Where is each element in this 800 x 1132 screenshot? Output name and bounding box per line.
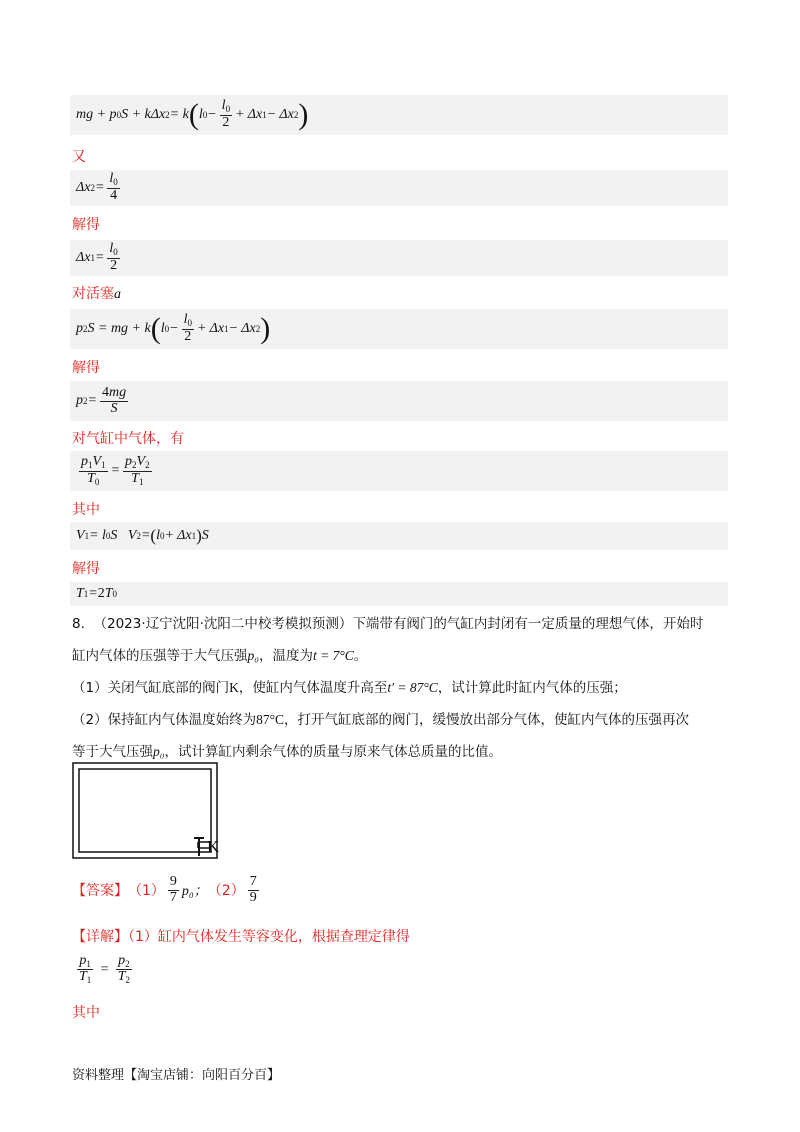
question-8	[72, 610, 732, 766]
answer-fraction-1: $\frac{9}{7}$	[169, 873, 177, 905]
formula-dx2: Δx 2 = $\frac{l_0}{4}$	[70, 170, 728, 206]
part2-c: 等于大气压强	[72, 744, 153, 760]
formula-dx1: Δx 1 = $\frac{l_0}{2}$	[70, 240, 728, 276]
part2-b: ，打开气缸底部的阀门，缓慢放出部分气体，使缸内气体的压强再次	[284, 712, 689, 728]
label-solve-2: 解得	[72, 360, 100, 376]
detail-tag: 【详解】	[72, 929, 128, 945]
part2-temp: 87°C	[256, 712, 284, 727]
valve-icon	[194, 838, 204, 856]
formula-t1: T 1 = 2 T 0	[70, 582, 728, 606]
question-source: （2023·辽宁沈阳·沈阳二中校考模拟预测）	[93, 616, 353, 632]
part1-b: ，使缸内气体温度升高至	[238, 680, 388, 696]
detail-line	[72, 926, 410, 946]
valve-label: K	[207, 837, 220, 856]
formula-gas-law: $\frac{p_1V_1}{T_0}$ = $\frac{p_2V_2}{T_1}$	[70, 451, 728, 491]
answer-fraction-2: $\frac{7}{9}$	[249, 873, 257, 905]
part2-p0: p₀	[153, 744, 165, 759]
label-where-1: 其中	[72, 502, 100, 518]
answer-part-2: （2）	[207, 883, 245, 899]
question-line-2	[72, 642, 732, 670]
answer-tail-1: p₀；	[181, 884, 208, 899]
question-part-1	[72, 674, 732, 702]
formula-piston-balance: p 2 S = mg + k ( l 0 − $\frac{l_0}{2}$ + Δx 1 − Δx 2 )	[70, 309, 728, 349]
label-piston	[72, 283, 121, 303]
part1-temp: t′ = 87°C	[387, 680, 438, 695]
part1-a: （1）关闭气缸底部的阀门	[72, 680, 230, 696]
footer-source: 资料整理【淘宝店铺：向阳百分百】	[72, 1068, 281, 1083]
question-stem-b: 缸内气体的压强等于大气压强	[72, 648, 248, 664]
part2-a: （2）保持缸内气体温度始终为	[72, 712, 257, 728]
formula-p2: p 2 = $\frac{4mg}{S}$	[70, 381, 728, 421]
question-stem-a: 下端带有阀门的气缸内封闭有一定质量的理想气体，开始时	[352, 616, 704, 632]
formula-charles-law: $\frac{p_1}{T_1}$ = $\frac{p_2}{T_2}$	[79, 953, 131, 986]
part1-valve: K	[229, 680, 239, 695]
question-stem-b3: 。	[353, 648, 368, 664]
question-stem-b2: ，温度为	[258, 648, 313, 664]
question-part-2	[72, 706, 732, 734]
question-temp0: t = 7°C	[312, 648, 354, 663]
label-gas: 对气缸中气体，有	[72, 431, 184, 447]
answer-part-1: （1）	[128, 883, 165, 899]
formula-volumes: V 1 = l 0 S V 2 = ( l 0 + Δx 1 ) S	[70, 522, 728, 550]
question-p0: p₀	[247, 648, 259, 663]
label-where-2: 其中	[72, 1005, 100, 1021]
label-piston-text: 对活塞	[72, 286, 114, 302]
cylinder-inner-wall	[79, 769, 211, 852]
answer-line	[72, 870, 262, 910]
label-again: 又	[72, 149, 86, 165]
label-piston-var: a	[114, 287, 121, 302]
cylinder-outer-wall	[73, 763, 217, 858]
label-solve-1: 解得	[72, 217, 100, 233]
formula-force-balance: mg + p 0 S + kΔx 2 = k ( l 0 − $\frac{l_0}{2}$ + Δx 1 − Δx 2 )	[70, 95, 728, 135]
cylinder-figure	[70, 760, 230, 862]
answer-tag: 【答案】	[72, 883, 128, 899]
detail-text: （1）缸内气体发生等容变化，根据查理定律得	[128, 929, 410, 945]
question-number: 8.	[72, 616, 85, 632]
question-line-1	[72, 610, 732, 638]
label-solve-3: 解得	[72, 561, 100, 577]
part1-c: ，试计算此时缸内气体的压强；	[437, 680, 627, 696]
part2-d: ，试计算缸内剩余气体的质量与原来气体总质量的比值。	[164, 744, 502, 760]
